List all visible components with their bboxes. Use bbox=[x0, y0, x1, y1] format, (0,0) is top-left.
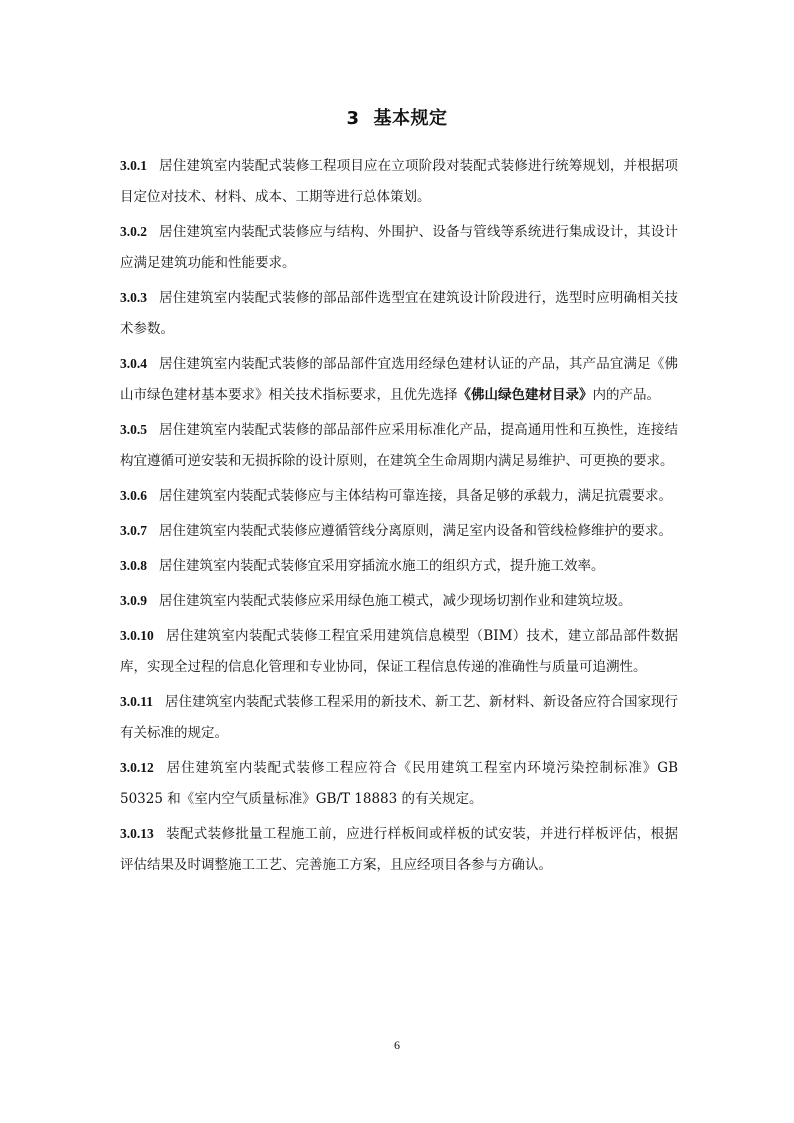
clause-number: 3.0.8 bbox=[120, 558, 147, 573]
clause-list bbox=[120, 150, 678, 884]
clause-text: 居住建筑室内装配式装修应与主体结构可靠连接，具备足够的承载力，满足抗震要求。 bbox=[159, 488, 672, 504]
clause-3-0-10 bbox=[120, 620, 678, 683]
clause-text: 居住建筑室内装配式装修宜采用穿插流水施工的组织方式，提升施工效率。 bbox=[159, 558, 605, 574]
clause-text: 居住建筑室内装配式装修应与结构、外围护、设备与管线等系统进行集成设计，其设计应满足建筑功能和性能要求。 bbox=[120, 224, 678, 271]
clause-number: 3.0.12 bbox=[120, 760, 154, 775]
clause-text: 居住建筑室内装配式装修工程项目应在立项阶段对装配式装修进行统筹规划，并根据项目定位对技术、材料、成本、工期等进行总体策划。 bbox=[120, 158, 678, 205]
clause-number: 3.0.5 bbox=[120, 422, 147, 437]
clause-number: 3.0.1 bbox=[120, 158, 147, 173]
clause-number: 3.0.13 bbox=[120, 826, 154, 841]
clause-number: 3.0.6 bbox=[120, 488, 147, 503]
clause-3-0-12 bbox=[120, 752, 678, 815]
clause-text: 居住建筑室内装配式装修的部品部件选型宜在建筑设计阶段进行，选型时应明确相关技术参数。 bbox=[120, 290, 678, 337]
clause-text: 装配式装修批量工程施工前，应进行样板间或样板的试安装，并进行样板评估，根据评估结果及时调整施工工艺、完善施工方案，且应经项目各参与方确认。 bbox=[120, 826, 678, 873]
section-title bbox=[0, 104, 794, 130]
clause-3-0-1 bbox=[120, 150, 678, 213]
clause-3-0-13 bbox=[120, 818, 678, 881]
clause-3-0-9 bbox=[120, 585, 678, 617]
clause-number: 3.0.4 bbox=[120, 356, 147, 371]
clause-3-0-3 bbox=[120, 282, 678, 345]
clause-text: 居住建筑室内装配式装修工程宜采用建筑信息模型（BIM）技术，建立部品部件数据库，实现全过程的信息化管理和专业协同，保证工程信息传递的准确性与质量可追溯性。 bbox=[120, 628, 678, 675]
clause-3-0-2 bbox=[120, 216, 678, 279]
clause-text: 居住建筑室内装配式装修工程采用的新技术、新工艺、新材料、新设备应符合国家现行有关标准的规定。 bbox=[120, 694, 679, 741]
clause-3-0-7 bbox=[120, 515, 678, 547]
clause-number: 3.0.9 bbox=[120, 593, 147, 608]
clause-3-0-4 bbox=[120, 348, 678, 411]
clause-number: 3.0.10 bbox=[120, 628, 154, 643]
clause-text: 居住建筑室内装配式装修的部品部件应采用标准化产品，提高通用性和互换性，连接结构宜遵循可逆安装和无损拆除的设计原则，在建筑全生命周期内满足易维护、可更换的要求。 bbox=[120, 422, 678, 469]
clause-text: 居住建筑室内装配式装修应遵循管线分离原则，满足室内设备和管线检修维护的要求。 bbox=[159, 523, 672, 539]
clause-3-0-11 bbox=[120, 686, 678, 749]
clause-3-0-6 bbox=[120, 480, 678, 512]
clause-3-0-8 bbox=[120, 550, 678, 582]
clause-text: 居住建筑室内装配式装修应采用绿色施工模式，减少现场切割作业和建筑垃圾。 bbox=[159, 593, 632, 609]
clause-text: 居住建筑室内装配式装修工程应符合《民用建筑工程室内环境污染控制标准》GB 50325 和《室内空气质量标准》GB/T 18883 的有关规定。 bbox=[120, 760, 678, 807]
clause-text: 居住建筑室内装配式装修的部品部件宜选用经绿色建材认证的产品，其产品宜满足《佛山市绿色建材基本要求》相关技术指标要求，且优先选择 bbox=[120, 356, 678, 403]
section-number: 3 bbox=[346, 108, 360, 129]
clause-3-0-5 bbox=[120, 414, 678, 477]
section-title-text: 基本规定 bbox=[373, 108, 448, 129]
page-number: 6 bbox=[394, 1038, 400, 1052]
clause-number: 3.0.2 bbox=[120, 224, 147, 239]
clause-number: 3.0.11 bbox=[120, 694, 154, 709]
clause-text: 内的产品。 bbox=[592, 387, 660, 403]
clause-number: 3.0.7 bbox=[120, 523, 147, 538]
clause-number: 3.0.3 bbox=[120, 290, 147, 305]
clause-text-bold: 《佛山绿色建材目录》 bbox=[457, 387, 593, 403]
